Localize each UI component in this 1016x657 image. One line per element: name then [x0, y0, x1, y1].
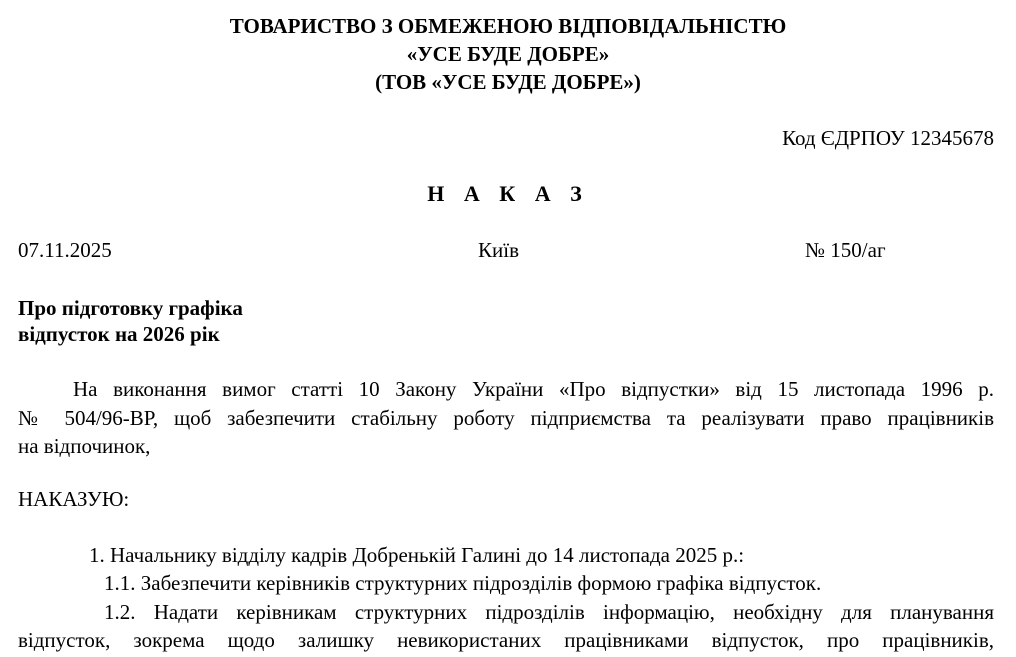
subject-line-1: Про підготовку графіка [18, 296, 243, 320]
org-full-name: ТОВАРИСТВО З ОБМЕЖЕНОЮ ВІДПОВІДАЛЬНІСТЮ [229, 14, 787, 38]
preamble-line-3: на відпочинок, [18, 434, 151, 458]
item-1: 1. Начальнику відділу кадрів Добренькій Галині до 14 листопада 2025 р.: [89, 543, 745, 567]
org-short-name: (ТОВ «УСЕ БУДЕ ДОБРЕ») [375, 70, 641, 94]
order-word: НАКАЗУЮ: [18, 487, 130, 511]
edrpou-code: Код ЄДРПОУ 12345678 [782, 126, 994, 150]
preamble-line-2: № 504/96-ВР, щоб забезпечити стабільну роботу підприємства та реалізувати право працівників [18, 406, 994, 430]
item-1-1: 1.1. Забезпечити керівників структурних підрозділів формою графіка відпусток. [104, 571, 822, 595]
document-city: Київ [478, 238, 519, 262]
subject-line-2: відпусток на 2026 рік [18, 322, 220, 346]
document-title: Н А К А З [427, 181, 589, 206]
item-1-2-line-1: 1.2. Надати керівникам структурних підрозділів інформацію, необхідну для планування [104, 600, 994, 624]
item-1-2-line-2: відпусток, зокрема щодо залишку невикористаних працівниками відпусток, про працівників, [18, 628, 994, 652]
document-number: № 150/аг [805, 238, 886, 262]
document-date: 07.11.2025 [18, 238, 112, 262]
org-quoted-name: «УСЕ БУДЕ ДОБРЕ» [406, 42, 610, 66]
preamble-line-1: На виконання вимог статті 10 Закону України «Про відпустки» від 15 листопада 1996 р. [73, 377, 994, 401]
